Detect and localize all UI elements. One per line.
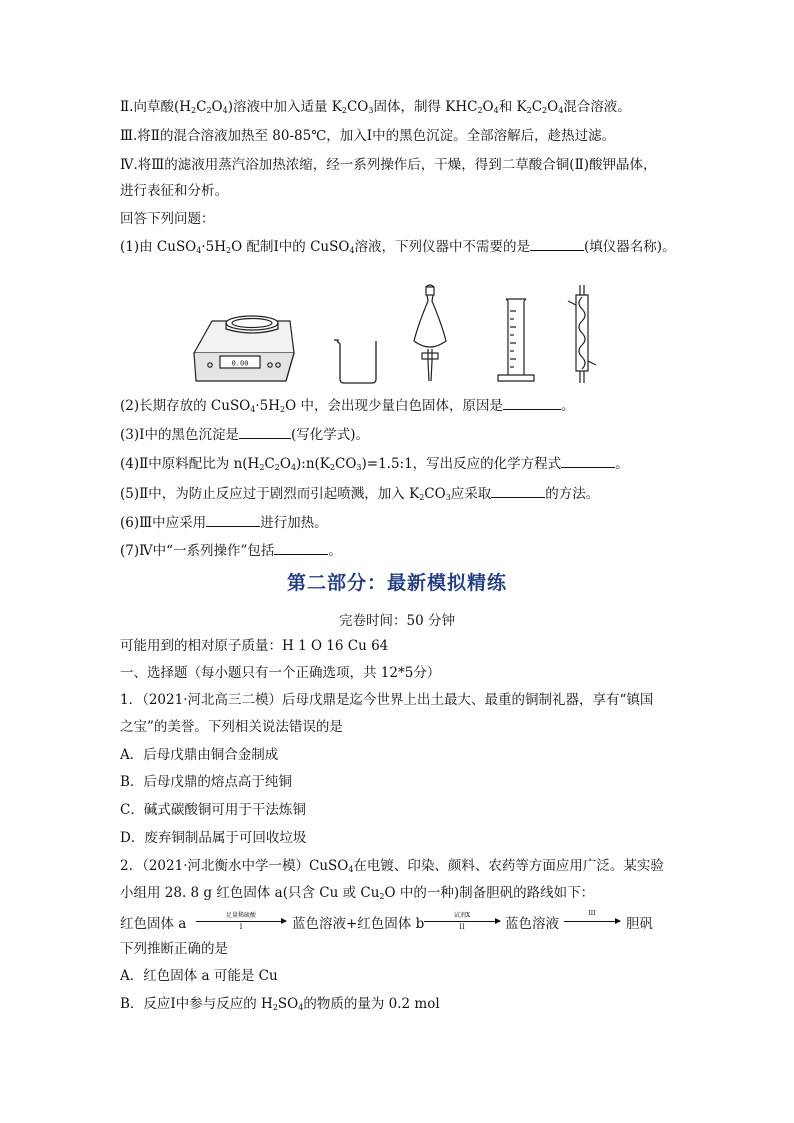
mcq-header: 一、选择题（每小题只有一个正确选项，共 12*5分） bbox=[120, 665, 441, 681]
balance-display: 0.00 bbox=[231, 359, 249, 368]
arrow-label: 足量稀硫酸 bbox=[225, 912, 256, 919]
route-intermediate: 蓝色溶液+红色固体 b bbox=[292, 916, 425, 932]
option-b[interactable]: B．后母戊鼎的熔点高于纯铜 bbox=[120, 774, 292, 790]
time-limit: 完卷时间：50 分钟 bbox=[339, 613, 455, 629]
route-arrow-1 bbox=[196, 912, 286, 931]
route-arrow-3 bbox=[564, 910, 620, 922]
option-b[interactable]: B．反应Ⅰ中参与反应的 $H_2SO_4$的物质的量为 0.2 mol bbox=[120, 996, 440, 1012]
graduated-cylinder-icon bbox=[498, 299, 534, 381]
route-product: 胆矾 bbox=[626, 916, 653, 932]
arrow-step: I bbox=[239, 923, 243, 931]
option-a[interactable]: A．红色固体 a 可能是 Cu bbox=[120, 968, 278, 984]
question-1: (1)由 $CuSO_4\cdot 5H_2O$ 配制Ⅰ中的 CuSO$_4$溶液，下列仪器中不需要的是 (填仪器名称)。 bbox=[120, 239, 676, 255]
problem-2-stem: 2．（2021·河北衡水中学一模）CuSO$_4$在电镀、印染、颜料、农药等方面应用广泛。某实验 bbox=[120, 858, 664, 874]
answer-blank[interactable] bbox=[491, 485, 545, 498]
question-6: (6)Ⅲ中应采用 进行加热。 bbox=[120, 515, 328, 531]
problem-2-stem-2: 小组用 28. 8 g 红色固体 a(只含 Cu 或 $Cu_2O$ 中的一种)制备胆矾的路线如下： bbox=[120, 885, 595, 901]
route-arrow-2 bbox=[424, 912, 500, 931]
step-ii-line: Ⅱ.向草酸$(H_2C_2O_4)$溶液中加入适量 $K_2CO_3$固体，制得 $KHC_2O_4$和 $K_2C_2O_4$混合溶液。 bbox=[120, 99, 631, 115]
arrow-label: III bbox=[588, 910, 596, 917]
option-c[interactable]: C．碱式碳酸铜可用于干法炼铜 bbox=[120, 802, 306, 818]
option-a[interactable]: A．后母戊鼎由铜合金制成 bbox=[120, 747, 279, 763]
beaker-icon bbox=[334, 340, 376, 383]
question-7: (7)Ⅳ中“一系列操作”包括 。 bbox=[120, 543, 342, 559]
answer-blank[interactable] bbox=[274, 542, 328, 555]
arrow-step: II bbox=[459, 923, 465, 931]
step-iii-line: Ⅲ.将Ⅱ的混合溶液加热至 80-85℃，加入Ⅰ中的黑色沉淀。全部溶解后，趁热过滤。 bbox=[120, 128, 616, 144]
step-iv-line-2: 进行表征和分析。 bbox=[120, 183, 228, 199]
problem-2-ask: 下列推断正确的是 bbox=[120, 941, 228, 957]
answer-prompt: 回答下列问题： bbox=[120, 211, 215, 227]
arrow-label: 试剂X bbox=[453, 912, 471, 919]
question-3: (3)Ⅰ中的黑色沉淀是 (写化学式)。 bbox=[120, 427, 370, 443]
problem-1-stem: 1．（2021·河北高三二模）后母戊鼎是迄今世界上出土最大、最重的铜制礼器，享有“镇国 bbox=[120, 692, 654, 708]
question-2: (2)长期存放的 $CuSO_4\cdot 5H_2O$ 中，会出现少量白色固体，原因是 。 bbox=[120, 398, 575, 414]
route-solution: 蓝色溶液 bbox=[505, 916, 559, 932]
route-start: 红色固体 a bbox=[120, 916, 187, 932]
answer-blank[interactable] bbox=[503, 397, 561, 410]
question-4: (4)Ⅱ中原料配比为 $n(H_2C_2O_4):n(K_2CO_3)=1.5:1$，写出反应的化学方程式 。 bbox=[120, 456, 629, 472]
step-iv-line: Ⅳ.将Ⅲ的滤液用蒸汽浴加热浓缩，经一系列操作后，干燥，得到二草酸合铜(Ⅱ)酸钾晶体， bbox=[120, 157, 657, 173]
answer-blank[interactable] bbox=[561, 455, 615, 468]
atomic-mass-line: 可能用到的相对原子质量：H 1 O 16 Cu 64 bbox=[120, 638, 389, 654]
section-title: 第二部分：最新模拟精练 bbox=[286, 572, 507, 594]
separatory-funnel-icon bbox=[414, 285, 446, 381]
answer-blank[interactable] bbox=[239, 426, 291, 439]
problem-1-stem-2: 之宝”的美誉。下列相关说法错误的是 bbox=[120, 719, 343, 735]
apparatus-illustration bbox=[190, 283, 610, 393]
answer-blank[interactable] bbox=[530, 238, 584, 251]
electronic-balance-icon bbox=[194, 316, 294, 381]
option-d[interactable]: D．废弃铜制品属于可回收垃圾 bbox=[120, 830, 307, 846]
answer-blank[interactable] bbox=[206, 514, 260, 527]
condenser-icon bbox=[568, 285, 596, 383]
question-5: (5)Ⅱ中，为防止反应过于剧烈而引起喷溅，加入 $K_2CO_3$应采取 的方法。 bbox=[120, 486, 600, 502]
